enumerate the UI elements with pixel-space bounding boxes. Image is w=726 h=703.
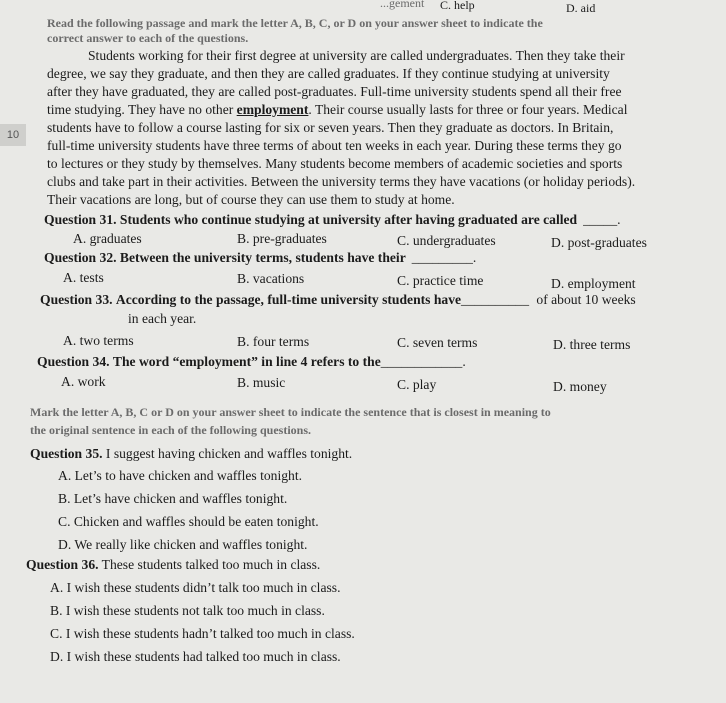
q35-option-c: C. Chicken and waffles should be eaten tonight. <box>58 514 319 529</box>
question-33-label: Question 33. <box>40 292 113 307</box>
question-33-text-2: of about 10 weeks <box>536 292 636 307</box>
top-fragment-left: ...gement <box>380 0 425 10</box>
q31-option-a: A. graduates <box>73 231 142 246</box>
question-32 <box>44 250 476 266</box>
q31-option-c: C. undergraduates <box>397 233 496 248</box>
q36-option-b: B. I wish these students not talk too much in class. <box>50 603 325 618</box>
question-34-blank: ____________ <box>380 354 463 369</box>
question-35 <box>30 446 352 462</box>
line-number-marker: 10 <box>0 124 26 146</box>
q32-option-a: A. tests <box>63 270 104 285</box>
q36-option-d: D. I wish these students had talked too much in class. <box>50 649 341 664</box>
passage-line-4 <box>47 102 628 118</box>
q33-option-d: D. three terms <box>553 337 631 352</box>
q34-option-b: B. music <box>237 375 286 390</box>
passage-line-2: degree, we say they graduate, and then they are called graduates. If they continue studying at university <box>47 66 610 81</box>
question-31-label: Question 31. <box>44 212 117 227</box>
q32-option-b: B. vacations <box>237 271 305 286</box>
q31-option-d: D. post-graduates <box>551 235 647 250</box>
question-34-text: The word “employment” in line 4 refers to the <box>112 354 381 369</box>
q36-option-c: C. I wish these students hadn’t talked too much in class. <box>50 626 355 641</box>
instruction-2-line-1: Mark the letter A, B, C or D on your answer sheet to indicate the sentence that is closest in meaning to <box>30 405 551 419</box>
q34-option-d: D. money <box>553 379 607 394</box>
q31-option-b: B. pre-graduates <box>237 231 327 246</box>
q35-option-d: D. We really like chicken and waffles tonight. <box>58 537 308 552</box>
underlined-word-employment: employment <box>236 102 309 117</box>
question-31 <box>44 212 621 228</box>
question-34-end: . <box>462 354 466 369</box>
q35-option-a: A. Let’s to have chicken and waffles tonight. <box>58 468 302 483</box>
question-33-text: According to the passage, full-time university students have <box>115 292 462 307</box>
question-34-label: Question 34. <box>37 354 110 369</box>
question-35-label: Question 35. <box>30 446 103 461</box>
passage-line-9: Their vacations are long, but of course they can use them to study at home. <box>47 192 455 207</box>
question-34 <box>37 354 466 370</box>
question-33-blank: __________ <box>461 292 530 307</box>
passage-line-3: after they have graduated, they are called post-graduates. Full-time university students spend all their free <box>47 84 622 99</box>
q36-option-a: A. I wish these students didn’t talk too much in class. <box>50 580 341 595</box>
passage-line-1: Students working for their first degree at university are called undergraduates. Then they take their <box>88 48 625 63</box>
question-31-text: Students who continue studying at university after having graduated are called <box>119 212 578 227</box>
instruction-1-line-1: Read the following passage and mark the letter A, B, C, or D on your answer sheet to indicate the <box>47 16 543 30</box>
q34-option-c: C. play <box>397 377 437 392</box>
passage-line-4-end: . Their course usually lasts for three or four years. Medical <box>308 102 628 117</box>
q35-option-b: B. Let’s have chicken and waffles tonight. <box>58 491 288 506</box>
question-33-line-2: in each year. <box>128 311 197 326</box>
q33-option-c: C. seven terms <box>397 335 478 350</box>
question-31-blank: _____ <box>583 212 618 227</box>
question-36-text: These students talked too much in class. <box>101 557 321 572</box>
instruction-1-line-2: correct answer to each of the questions. <box>47 31 249 45</box>
passage-line-4-start: time studying. They have no other <box>47 102 237 117</box>
question-35-text: I suggest having chicken and waffles tonight. <box>105 446 353 461</box>
question-33 <box>40 292 636 308</box>
q32-option-c: C. practice time <box>397 273 484 288</box>
passage-line-6: full-time university students have three terms of about ten weeks in each year. During these terms they go <box>47 138 622 153</box>
question-32-blank: _________ <box>411 250 473 265</box>
passage-line-8: clubs and take part in their activities. Between the university terms they have vacations (or holiday periods). <box>47 174 636 189</box>
instruction-2-line-2: the original sentence in each of the following questions. <box>30 423 311 437</box>
question-36-label: Question 36. <box>26 557 99 572</box>
q34-option-a: A. work <box>61 374 106 389</box>
question-36 <box>26 557 320 573</box>
q33-option-b: B. four terms <box>237 334 310 349</box>
top-option-c: C. help <box>440 0 475 12</box>
question-31-end: . <box>617 212 621 227</box>
question-32-end: . <box>472 250 477 265</box>
top-option-d: D. aid <box>566 1 596 15</box>
question-32-text: Between the university terms, students have their <box>119 250 406 265</box>
q32-option-d: D. employment <box>551 276 636 291</box>
question-32-label: Question 32. <box>44 250 117 265</box>
passage-line-7: to lectures or they study by themselves. Many students become members of academic societies and sports <box>47 156 623 171</box>
passage-line-5: students have to follow a course lasting for six or seven years. Then they graduate as doctors. In Britain, <box>47 120 614 135</box>
q33-option-a: A. two terms <box>63 333 134 348</box>
